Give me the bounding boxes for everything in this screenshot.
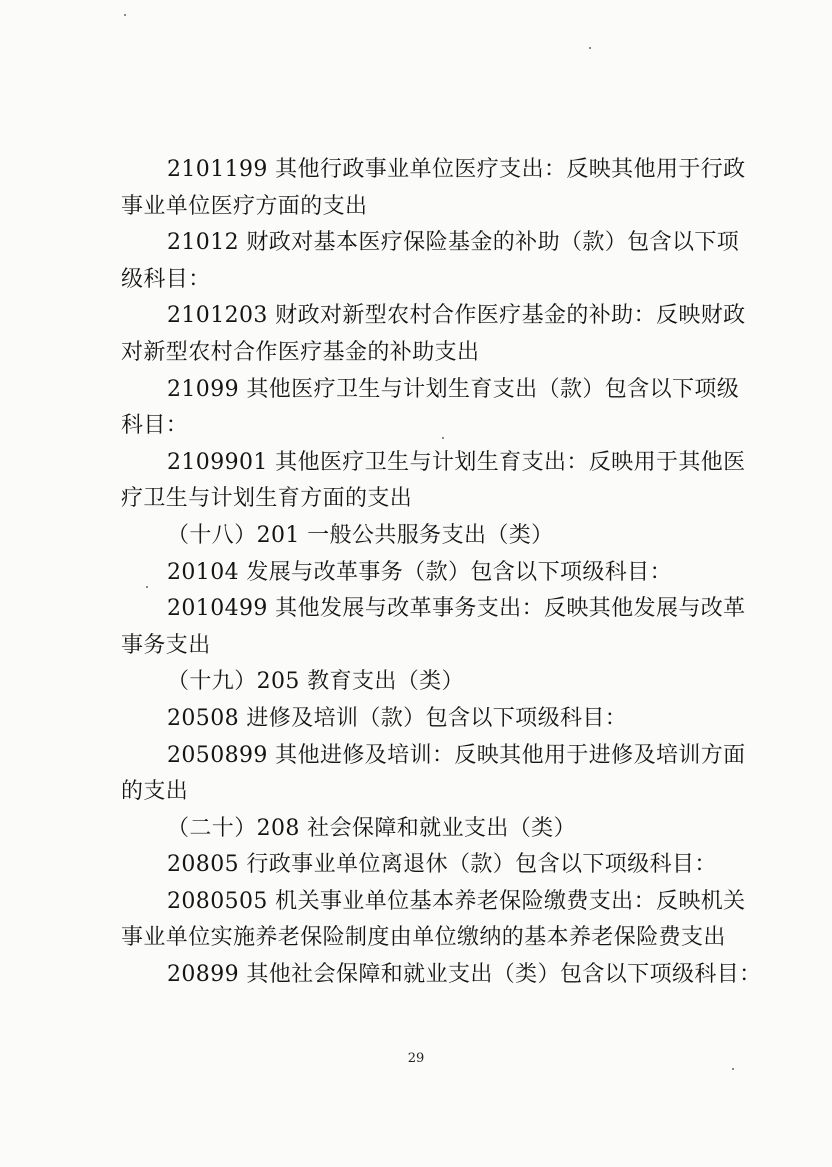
text-line: 20104 发展与改革事务（款）包含以下项级科目：	[167, 559, 672, 585]
scan-speck	[146, 586, 148, 588]
text-line: 2101203 财政对新型农村合作医疗基金的补助：反映财政	[167, 303, 746, 329]
text-line: 20899 其他社会保障和就业支出（类）包含以下项级科目：	[167, 962, 762, 988]
text-line: 2010499 其他发展与改革事务支出：反映其他发展与改革	[167, 596, 746, 622]
text-line: 2050899 其他进修及培训：反映其他用于进修及培训方面	[167, 742, 746, 768]
text-line: 21099 其他医疗卫生与计划生育支出（款）包含以下项级	[167, 376, 740, 402]
page-number: 29	[407, 1051, 425, 1066]
text-line: 对新型农村合作医疗基金的补助支出	[121, 339, 480, 365]
text-line: 2101199 其他行政事业单位医疗支出：反映其他用于行政	[167, 157, 746, 182]
text-line: 2080505 机关事业单位基本养老保险缴费支出：反映机关	[167, 888, 746, 914]
scan-speck	[732, 1068, 734, 1070]
section-heading: （十九）205 教育支出（类）	[167, 669, 464, 695]
text-line: 科目：	[121, 413, 189, 439]
text-line: 事业单位实施养老保险制度由单位缴纳的基本养老保险费支出	[121, 925, 726, 951]
text-line: 事业单位医疗方面的支出	[121, 193, 368, 219]
section-heading: （十八）201 一般公共服务支出（类）	[167, 522, 554, 548]
text-line: 20805 行政事业单位离退休（款）包含以下项级科目：	[167, 852, 717, 878]
text-line: 事务支出	[121, 632, 211, 658]
text-line: 2109901 其他医疗卫生与计划生育支出：反映用于其他医	[167, 449, 746, 475]
text-line: 的支出	[121, 779, 189, 805]
text-line: 疗卫生与计划生育方面的支出	[121, 486, 413, 512]
text-line: 21012 财政对基本医疗保险基金的补助（款）包含以下项	[167, 230, 740, 256]
text-line: 级科目：	[121, 266, 211, 292]
section-heading: （二十）208 社会保障和就业支出（类）	[167, 815, 576, 841]
scan-speck	[124, 14, 126, 16]
text-line: 20508 进修及培训（款）包含以下项级科目：	[167, 705, 628, 731]
document-body	[121, 152, 762, 994]
scan-speck	[589, 47, 591, 49]
scan-speck	[442, 437, 444, 439]
